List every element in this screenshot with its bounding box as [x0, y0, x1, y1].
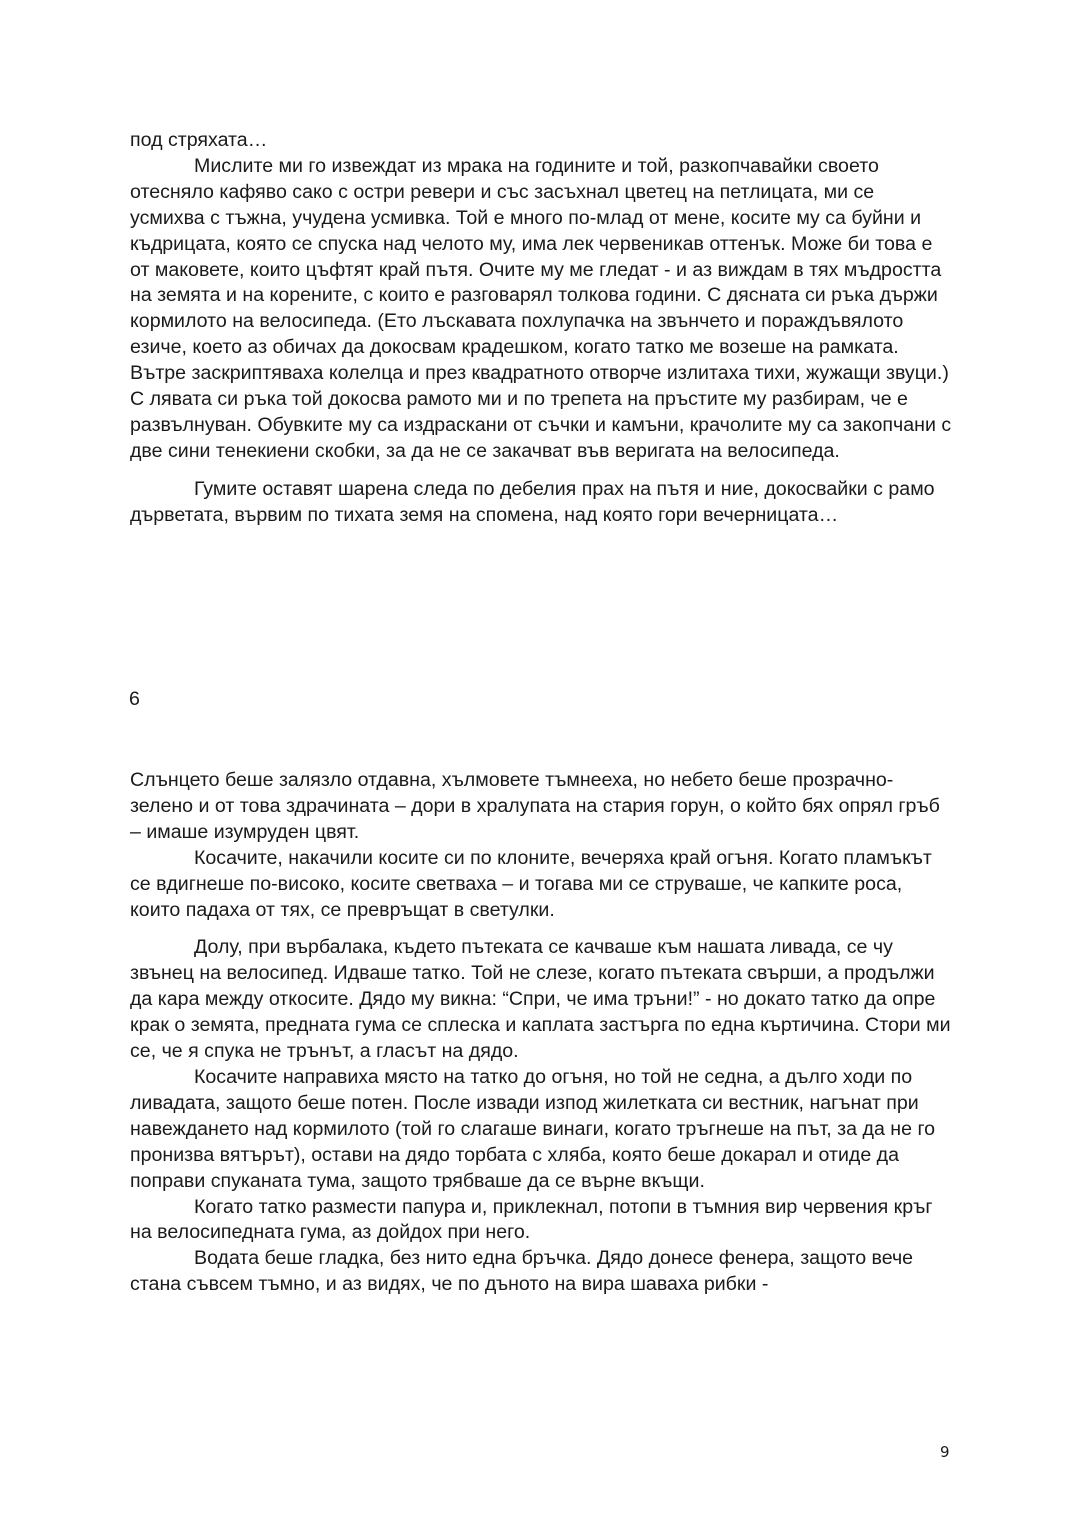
- chapter-number: 6: [129, 688, 140, 710]
- paragraph: Гумите оставят шарена следа по дебелия прах на пътя и ние, докосвайки с рамо дърветата, вървим по тихата земя на спомена, над която гори вечерницата…: [130, 477, 935, 526]
- main-text-section: [130, 768, 952, 1298]
- paragraph: Когато татко размести папура и, приклекнал, потопи в тъмния вир червения кръг на велосипедната гума, аз дойдох при него.: [130, 1195, 933, 1244]
- paragraph: Мислите ми го извеждат из мрака на годините и той, разкопчавайки своето отесняло кафяво сако с остри ревери и със засъхнал цветец на петлицата, ми се усмихва с тъжна, учудена усмивка. Той е много по-млад от мене, косите му са буйни и къдрицата, която се спуска над челото му, има лек червеникав оттенък. Може би това е от маковете, които цъфтят край пътя. Очите му ме гледат - и аз виждам в тях мъдростта на земята и на корените, с които е разговарял толкова години. С дясната си ръка държи кормилото на велосипеда. (Ето лъскавата похлупачка на звънчето и пораждъвялото езиче, което аз обичах да докосвам крадешком, когато татко ме возеше на рамката. Вътре заскриптяваха колелца и през квадратното отворче излитаха тихи, жужащи звуци.) С лявата си ръка той докосва рамото ми и по трепета на пръстите му разбирам, че е развълнуван. Обувките му са издраскани от съчки и камъни, крачолите му са закопчани с две сини тенекиени скобки, за да не се закачват във веригата на велосипеда.: [130, 154, 952, 462]
- paragraph: Слънцето беше залязло отдавна, хълмовете тъмнееха, но небето беше прозрачно-зелено и от това здрачината – дори в хралупата на стария горун, о който бях опрял гръб – имаше изумруден цвят.: [130, 769, 940, 843]
- top-text-section: [130, 128, 952, 529]
- paragraph: Долу, при върбалака, където пътеката се качваше към нашата ливада, се чу звънец на велосипед. Идваше татко. Той не слезе, когато пътеката свърши, а продължи да кара между откосите. Дядо му викна: “Спри, че има тръни!” - но докато татко да опре крак о земята, предната гума се сплеска и каплата застърга по една къртичина. Стори ми се, че я спука не трънът, а гласът на дядо.: [130, 936, 951, 1063]
- paragraph: Косачите направиха място на татко до огъня, но той не седна, а дълго ходи по ливадата, защото беше потен. После извади изпод жилетката си вестник, нагънат при навеждането над кормилото (той го слагаше винаги, когато тръгнеше на път, за да не го пронизва вятърът), остави на дядо торбата с хляба, която беше докарал и отиде да поправи спуканата тума, защото трябваше да се върне вкъщи.: [130, 1065, 936, 1192]
- page-number: 9: [940, 1443, 950, 1461]
- paragraph: Косачите, накачили косите си по клоните, вечеряха край огъня. Когато пламъкът се вдигнеше по-високо, косите светваха – и тогава ми се струваше, че капките роса, които падаха от тях, се превръщат в светулки.: [130, 846, 932, 921]
- paragraph: Водата беше гладка, без нито една бръчка. Дядо донесе фенера, защото вече стана съвсем тъмно, и аз видях, че по дъното на вира шаваха рибки -: [130, 1247, 914, 1296]
- paragraph-continuation: под стряхата…: [130, 129, 268, 151]
